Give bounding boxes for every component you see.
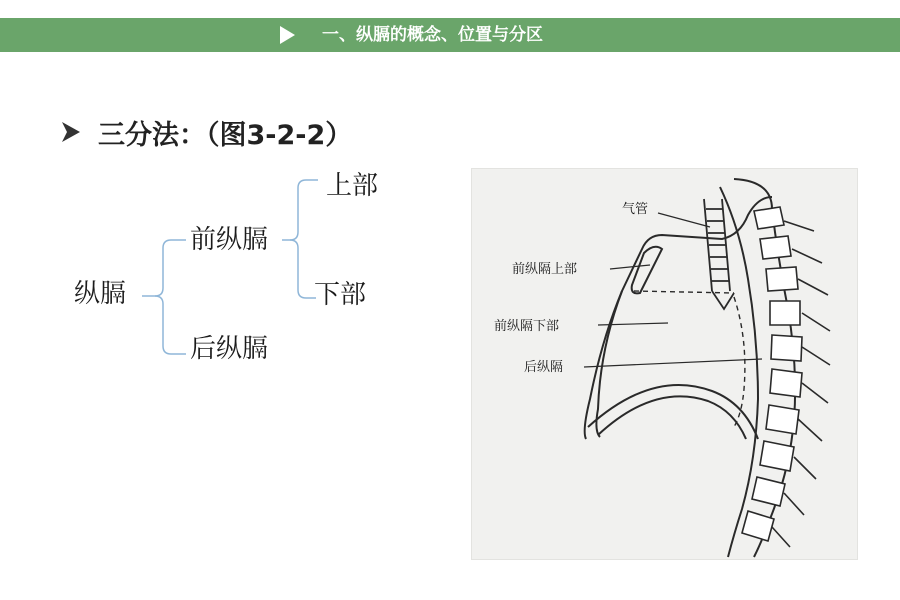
mediastinum-diagram (471, 168, 858, 560)
label-posterior: 后纵隔 (524, 360, 564, 375)
heading-text: 三分法：（图3-2-2） (98, 119, 353, 151)
label-anterior-superior: 前纵隔上部 (512, 262, 578, 277)
label-anterior-inferior: 前纵隔下部 (494, 319, 560, 334)
tree-posterior-label: 后纵膈 (190, 334, 269, 364)
tree-root-label: 纵膈 (74, 279, 127, 309)
tree-inferior-label: 下部 (314, 280, 367, 310)
label-trachea: 气管 (622, 202, 649, 217)
tree-superior-label: 上部 (326, 171, 379, 201)
header-title: 一、纵膈的概念、位置与分区 (322, 25, 543, 45)
tree-anterior-label: 前纵膈 (190, 225, 269, 255)
